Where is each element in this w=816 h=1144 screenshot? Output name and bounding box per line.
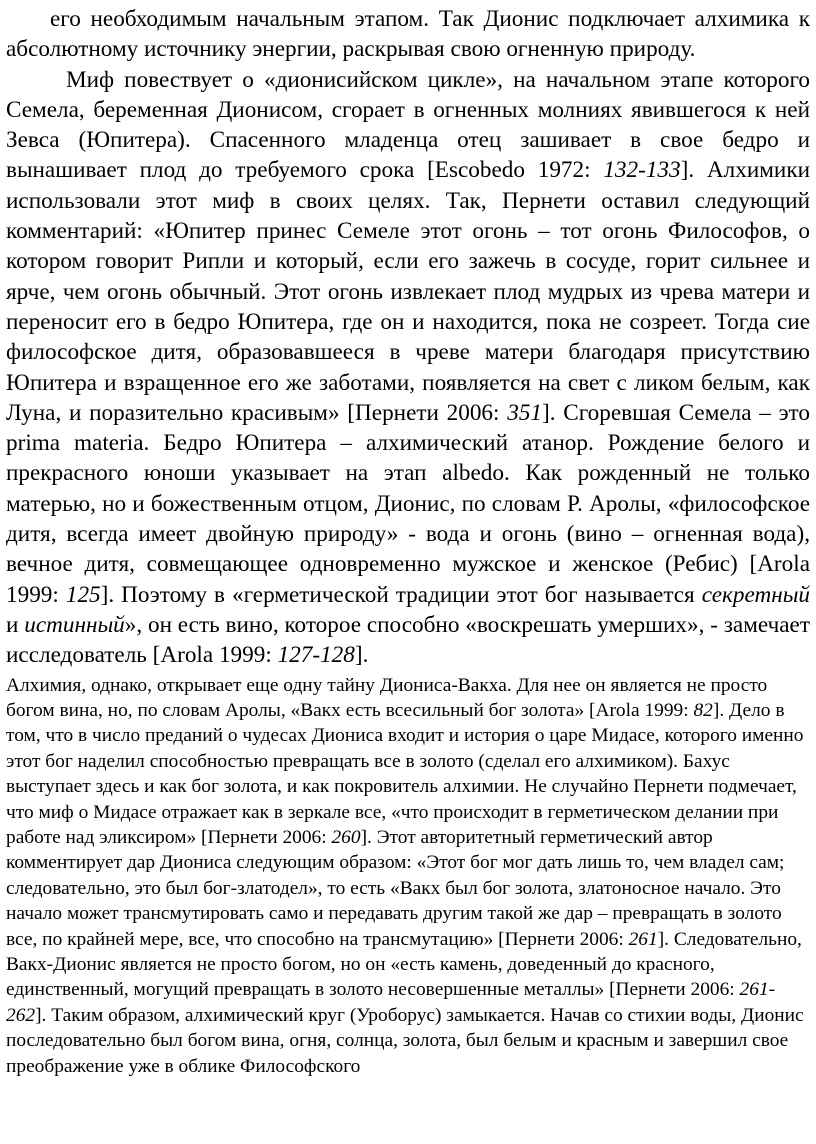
large-text-block xyxy=(6,4,810,671)
paragraph-3-text-e: ]. Таким образом, алхимический круг (Уроборус) замыкается. Начав со стихии воды, Дионис последовательно был богом вина, огня, солнца, золота, был белым и красным и завершил свое преображение уже в облике Философского xyxy=(6,1004,804,1077)
citation-page-ref: 351 xyxy=(507,399,542,426)
paragraph-1 xyxy=(6,4,810,65)
paragraph-2-conjunction: и xyxy=(6,611,25,638)
paragraph-2-text-e: », он есть вино, которое способно «воскрешать умерших», - замечает исследователь [Arola 1999: xyxy=(6,611,810,669)
paragraph-3-text-d: ]. Следовательно, Вакх-Дионис является не просто богом, но он «есть камень, доведенный до красного, единственный, могущий превращать в золото несовершенные металлы» [Пернети 2006: xyxy=(6,928,802,1001)
paragraph-2-text-b: ]. Алхимики использовали этот миф в своих целях. Так, Пернети оставил следующий комментарий: «Юпитер принес Семеле этот огонь – тот огонь Философов, о котором говорит Рипли и который, если его зажечь в сосуде, горит сильнее и ярче, чем огонь обычный. Этот огонь извлекает плод мудрых из чрева матери и переносит его в бедро Юпитера, где он и находится, пока не созреет. Тогда сие философское дитя, образовавшееся в чреве матери благодаря присутствию Юпитера и взращенное его же заботами, появляется на свет с ликом белым, как Луна, и поразительно красивым» [Пернети 2006: xyxy=(6,157,810,426)
paragraph-3 xyxy=(6,673,810,1080)
paragraph-3-text-b: ]. Дело в том, что в число преданий о чудесах Диониса входит и история о царе Мидасе, которого именно этот бог наделил способностью превращать все в золото (сделал его алхимиком). Бахус выступает здесь и как бог золота, и как покровитель алхимии. Не случайно Пернети подмечает, что миф о Мидасе отражает как в зеркале все, «что происходит в герметическом делании при работе над эликсиром» [Пернети 2006: xyxy=(6,699,804,848)
paragraph-1-text: его необходимым начальным этапом. Так Дионис подключает алхимика к абсолютному источнику энергии, раскрывая свою огненную природу. xyxy=(6,6,810,63)
citation-page-ref: 127-128 xyxy=(277,642,355,669)
small-text-block xyxy=(6,673,810,1080)
citation-page-ref: 261-262 xyxy=(6,979,776,1026)
paragraph-2-text-d: ]. Поэтому в «герметической традиции этот бог называется xyxy=(100,581,702,608)
paragraph-2-text-f: ]. xyxy=(354,642,369,669)
paragraph-2 xyxy=(6,65,810,671)
citation-page-ref: 260 xyxy=(331,826,361,848)
italic-term: секретный xyxy=(701,581,810,608)
italic-term: истинный xyxy=(24,611,125,638)
paragraph-2-text-c: ]. Сгоревшая Семела – это prima materia. Бедро Юпитера – алхимический атанор. Рождение белого и прекрасного юноши указывает на этап albedo. Как рожденный не только матерью, но и божественным отцом, Дионис, по словам Р. Аролы, «философское дитя, всегда имеет двойную природу» - вода и огонь (вино – огненная вода), вечное дитя, совмещающее одновременно мужское и женское (Ребис) [Arola 1999: xyxy=(6,399,810,608)
paragraph-3-text-a: Алхимия, однако, открывает еще одну тайну Диониса-Вакха. Для нее он является не просто богом вина, но, по словам Аролы, «Вакх есть всесильный бог золота» [Arola 1999: xyxy=(6,674,768,721)
citation-page-ref: 82 xyxy=(693,699,713,721)
citation-page-ref: 261 xyxy=(628,928,658,950)
citation-page-ref: 132-133 xyxy=(603,157,681,184)
citation-page-ref: 125 xyxy=(65,581,101,608)
paragraph-2-text-a: Миф повествует о «дионисийском цикле», на начальном этапе которого Семела, беременная Дионисом, сгорает в огненных молниях явившегося к ней Зевса (Юпитера). Спасенного младенца отец зашивает в свое бедро и вынашивает плод до требуемого срока [Escobedo 1972: xyxy=(6,66,810,184)
paragraph-3-text-c: ]. Этот авторитетный герметический автор комментирует дар Диониса следующим образом: «Этот бог мог дать лишь то, чем владел сам; следовательно, это был бог-златодел», то есть «Вакх был бог золота, златоносное начало. Это начало может трансмутировать само и передавать другим такой же дар – превращать в золото все, по крайней мере, все, что способно на трансмутацию» [Пернети 2006: xyxy=(6,826,785,950)
